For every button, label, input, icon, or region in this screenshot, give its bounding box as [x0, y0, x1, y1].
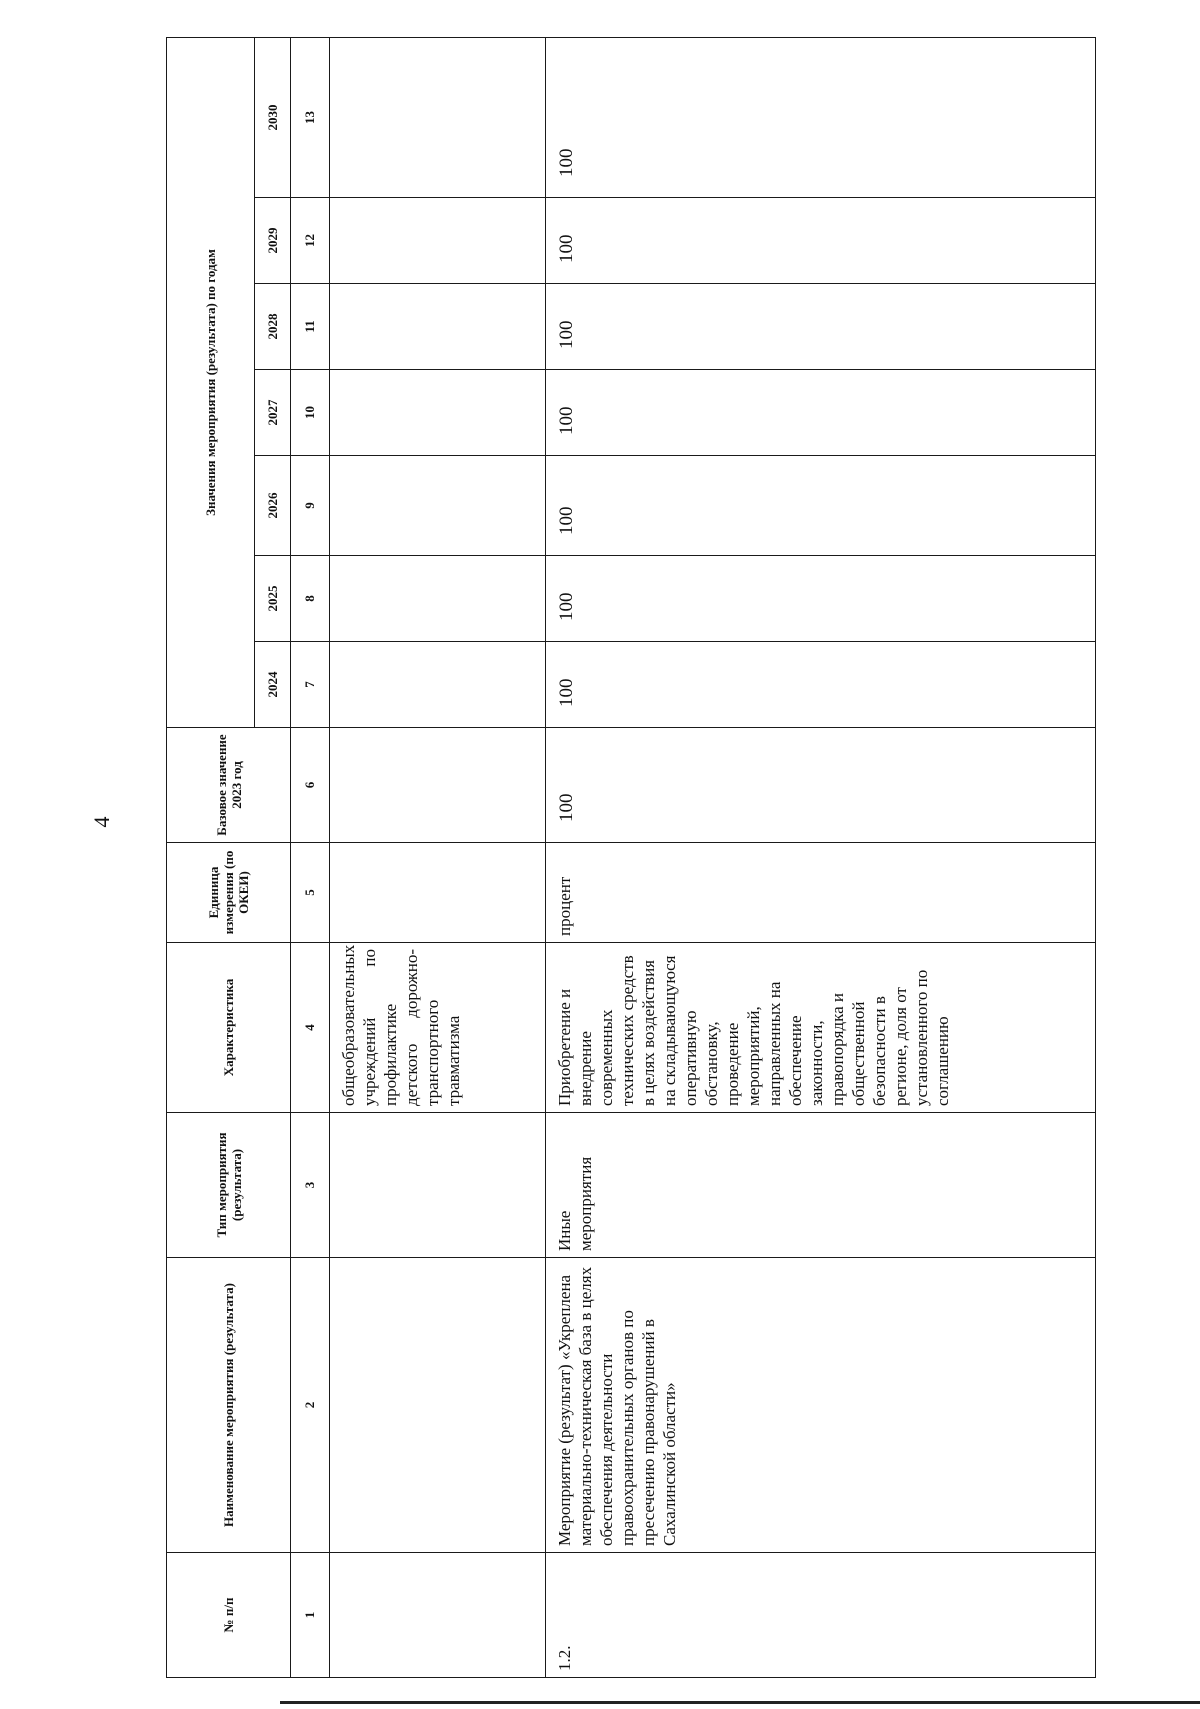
row-name: Мероприятие (результат) «Укреплена материально-техническая база в целях обеспечения деятельности правоохранительных органов по пресечению правонарушений в Сахалинской области» — [546, 1258, 1096, 1553]
header-year: 2024 — [255, 642, 291, 728]
row-characteristic: общеобразовательных учреждений по профилактике детского дорожно-транспортного травматизма — [330, 943, 546, 1113]
header-year: 2029 — [255, 198, 291, 284]
measures-table-wrapper — [166, 38, 1096, 1678]
column-number: 8 — [291, 556, 330, 642]
row-num: 1.2. — [546, 1553, 1096, 1678]
table-row — [546, 37, 1096, 1677]
column-number: 7 — [291, 642, 330, 728]
row-value-2026 — [330, 456, 546, 556]
header-name: Наименование мероприятия (результата) — [167, 1258, 291, 1553]
header-year: 2025 — [255, 556, 291, 642]
row-name — [330, 1258, 546, 1553]
header-year: 2026 — [255, 456, 291, 556]
row-value-2025: 100 — [546, 556, 1096, 642]
header-values-group: Значения мероприятия (результата) по годам — [167, 37, 255, 727]
row-value-2025 — [330, 556, 546, 642]
row-value-2030 — [330, 37, 546, 197]
row-unit — [330, 843, 546, 943]
header-unit: Единица измерения (по ОКЕИ) — [167, 843, 291, 943]
column-number: 5 — [291, 843, 330, 943]
measures-table — [166, 37, 1096, 1678]
bottom-rule — [280, 1701, 1200, 1704]
header-characteristic: Характеристика — [167, 943, 291, 1113]
row-value-2029: 100 — [546, 198, 1096, 284]
column-number: 13 — [291, 37, 330, 197]
column-number: 1 — [291, 1553, 330, 1678]
row-value-2028 — [330, 284, 546, 370]
row-value-2027 — [330, 370, 546, 456]
row-unit: процент — [546, 843, 1096, 943]
column-number: 11 — [291, 284, 330, 370]
row-base — [330, 728, 546, 843]
column-number: 9 — [291, 456, 330, 556]
row-value-2030: 100 — [546, 37, 1096, 197]
header-base: Базовое значение 2023 год — [167, 728, 291, 843]
row-value-2024: 100 — [546, 642, 1096, 728]
header-year: 2030 — [255, 37, 291, 197]
column-number: 4 — [291, 943, 330, 1113]
column-number: 12 — [291, 198, 330, 284]
row-value-2024 — [330, 642, 546, 728]
row-value-2029 — [330, 198, 546, 284]
header-type: Тип мероприятия (результата) — [167, 1113, 291, 1258]
column-number: 2 — [291, 1258, 330, 1553]
row-characteristic: Приобретение и внедрение современных технических средств в целях воздействия на складывающуюся оперативную обстановку, проведение мероприятий, направленных на обеспечение законности, правопорядка и общественной безопасности в регионе, доля от установленного по соглашению — [546, 943, 1096, 1113]
row-value-2026: 100 — [546, 456, 1096, 556]
page-number: 4 — [89, 816, 114, 828]
row-value-2028: 100 — [546, 284, 1096, 370]
table-row — [330, 37, 546, 1677]
row-num — [330, 1553, 546, 1678]
header-year: 2027 — [255, 370, 291, 456]
header-year: 2028 — [255, 284, 291, 370]
column-number: 10 — [291, 370, 330, 456]
header-num: № п/п — [167, 1553, 291, 1678]
column-number-row — [291, 37, 330, 1677]
row-type — [330, 1113, 546, 1258]
row-value-2027: 100 — [546, 370, 1096, 456]
column-number: 6 — [291, 728, 330, 843]
row-base: 100 — [546, 728, 1096, 843]
row-type: Иные мероприятия — [546, 1113, 1096, 1258]
column-number: 3 — [291, 1113, 330, 1258]
